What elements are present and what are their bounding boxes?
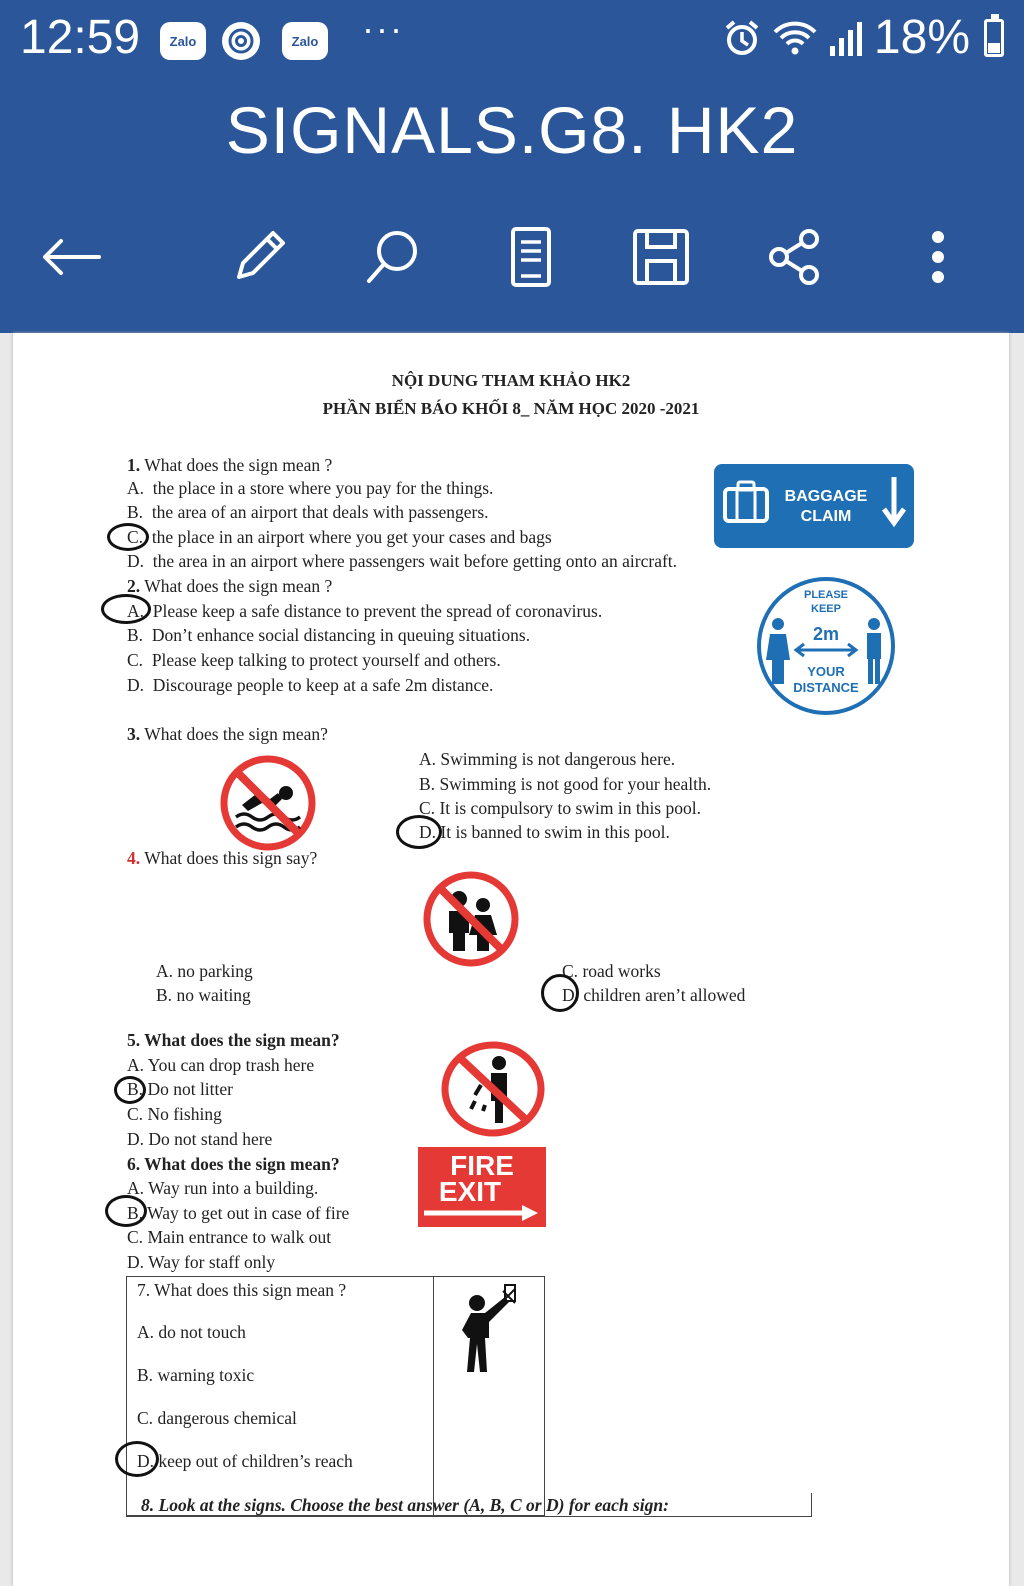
q7-option-a: A. do not touch <box>137 1322 246 1342</box>
distance-sign-bot2: DISTANCE <box>793 680 859 695</box>
q4-prompt: 4. What does this sign say? <box>127 848 318 868</box>
reading-view-icon[interactable] <box>496 222 566 292</box>
distance-sign-bot1: YOUR <box>807 664 845 679</box>
zalo-notification-icon-2: Zalo <box>282 22 328 60</box>
q8-row <box>126 1493 812 1517</box>
more-vertical-icon[interactable] <box>903 222 973 292</box>
doc-heading-2: PHẦN BIỂN BÁO KHỐI 8_ NĂM HỌC 2020 -2021 <box>322 399 700 418</box>
fire-exit-sign <box>418 1147 546 1227</box>
q4-option-b: B. no waiting <box>156 985 251 1005</box>
answer-mark-q5 <box>114 1076 146 1104</box>
distance-sign-top1: PLEASE <box>803 589 849 601</box>
q2-option-a: A. Please keep a safe distance to prevent the spread of coronavirus. <box>127 601 603 621</box>
q2-option-d: D. Discourage people to keep at a safe 2m distance. <box>127 675 494 695</box>
status-time: 12:59 <box>20 11 141 64</box>
q2-option-b: B. Don’t enhance social distancing in queuing situations. <box>127 625 531 645</box>
battery-percent: 18% <box>873 11 970 64</box>
q3-option-b: B. Swimming is not good for your health. <box>419 774 712 794</box>
q4-option-d: D. children aren’t allowed <box>562 985 746 1005</box>
q8-prompt: 8. Look at the signs. Choose the best answer (A, B, C or D) for each sign: <box>141 1495 669 1515</box>
search-icon[interactable] <box>358 222 428 292</box>
app-header <box>0 0 1024 333</box>
q6-option-c: C. Main entrance to walk out <box>127 1227 332 1247</box>
baggage-claim-sign <box>713 463 915 549</box>
q1-option-d: D. the area in an airport where passengers wait before getting onto an aircraft. <box>127 551 678 571</box>
chrome-notification-icon <box>222 22 260 60</box>
toolbar <box>0 222 1024 292</box>
q4-option-a: A. no parking <box>156 961 253 981</box>
no-littering-sign <box>441 1041 545 1137</box>
q4-option-c: C. road works <box>562 961 661 981</box>
baggage-sign-line1: BAGGAGE <box>784 488 868 505</box>
q6-prompt: 6. What does the sign mean? <box>127 1154 340 1174</box>
answer-mark-q6 <box>105 1195 147 1227</box>
distance-sign-mid: 2m <box>812 624 840 644</box>
q6-option-d: D. Way for staff only <box>127 1252 276 1272</box>
answer-mark-q7 <box>115 1441 159 1477</box>
distance-sign-top2: KEEP <box>811 603 841 615</box>
q6-option-a: A. Way run into a building. <box>127 1178 319 1198</box>
save-icon[interactable] <box>626 222 696 292</box>
q7-option-d: D. keep out of children’s reach <box>137 1451 353 1471</box>
q7-table-divider <box>433 1277 434 1515</box>
pencil-icon[interactable] <box>224 222 294 292</box>
q5-option-d: D. Do not stand here <box>127 1129 273 1149</box>
q7-option-c: C. dangerous chemical <box>137 1408 297 1428</box>
back-arrow-icon[interactable] <box>36 222 106 292</box>
q5-option-b: B. Do not litter <box>127 1079 233 1099</box>
zalo-notification-icon: Zalo <box>160 22 206 60</box>
battery-icon <box>984 19 1004 57</box>
q7-prompt: 7. What does this sign mean ? <box>137 1280 347 1300</box>
signal-icon <box>828 18 864 58</box>
q1-prompt: 1. What does the sign mean ? <box>127 455 333 475</box>
q3-option-a: A. Swimming is not dangerous here. <box>419 749 676 769</box>
q7-option-b: B. warning toxic <box>137 1365 255 1385</box>
doc-heading-1: NỘI DUNG THAM KHẢO HK2 <box>391 371 631 390</box>
answer-mark-q2 <box>101 594 151 624</box>
no-swimming-sign <box>220 755 316 851</box>
answer-mark-q3 <box>396 815 442 849</box>
q6-option-b: B. Way to get out in case of fire <box>127 1203 350 1223</box>
q2-prompt: 2. What does the sign mean ? <box>127 576 333 596</box>
fire-exit-line2: EXIT <box>438 1176 502 1207</box>
q1-option-c: C. the place in an airport where you get your cases and bags <box>127 527 552 547</box>
q3-prompt: 3. What does the sign mean? <box>127 724 328 744</box>
document-page[interactable] <box>13 333 1009 1586</box>
q1-option-a: A. the place in a store where you pay for the things. <box>127 478 494 498</box>
q5-option-a: A. You can drop trash here <box>127 1055 315 1075</box>
q3-option-c: C. It is compulsory to swim in this pool. <box>419 798 701 818</box>
q2-option-c: C. Please keep talking to protect yourself and others. <box>127 650 501 670</box>
answer-mark-q4 <box>541 974 579 1012</box>
alarm-icon <box>722 18 762 58</box>
baggage-sign-line2: CLAIM <box>800 508 852 525</box>
q7-table <box>126 1276 545 1516</box>
q1-option-b: B. the area of an airport that deals with passengers. <box>127 502 489 522</box>
no-children-sign <box>423 871 519 967</box>
status-bar <box>0 8 1024 68</box>
fire-exit-line1: FIRE <box>450 1150 514 1181</box>
keep-distance-sign <box>756 576 896 716</box>
document-title: SIGNALS.G8. HK2 <box>225 93 799 167</box>
wifi-icon <box>772 18 818 58</box>
keep-out-of-reach-sign <box>449 1283 521 1375</box>
answer-mark-q1 <box>107 523 149 551</box>
q3-option-d: D. It is banned to swim in this pool. <box>419 822 670 842</box>
q5-option-c: C. No fishing <box>127 1104 222 1124</box>
q5-prompt: 5. What does the sign mean? <box>127 1030 340 1050</box>
more-notifications-icon: ··· <box>362 8 404 49</box>
share-icon[interactable] <box>760 222 830 292</box>
